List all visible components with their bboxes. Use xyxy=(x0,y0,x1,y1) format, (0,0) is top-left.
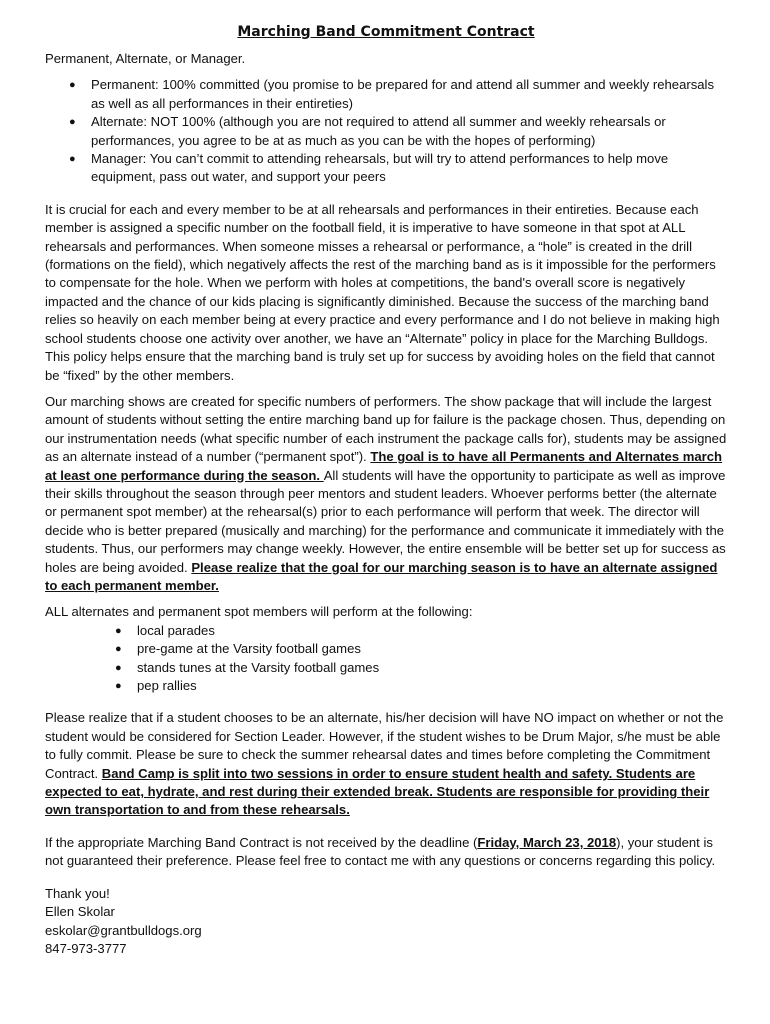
bullet-icon: ● xyxy=(69,79,76,92)
paragraph-rehearsal-importance: It is crucial for each and every member to be at all rehearsals and performances in their entireties. Because each member is assigned a specific number on the football field, it is imperative to have someone in that spot at ALL rehearsals and performances. When someone misses a rehearsal or performance, a “hole” is created in the drill (formations on the field), which negatively affects the rest of the marching band as is it impossible for the performers to compensate for the hole. When we perform with holes at competitions, the band's overall score is negatively impacted and the chance of our kids placing is significantly diminished. Because the success of the marching band relies so heavily on each member being at every practice and every performance and I do not believe in making high school students choose one activity over another, we have an “Alternate” policy in place for the Marching Bulldogs. This policy helps ensure that the marching band is truly set up for success by avoiding holes on the field that cannot be “fixed” by the other members. xyxy=(45,201,720,383)
bullet-icon: ● xyxy=(69,116,76,129)
list-item xyxy=(115,677,727,695)
event-pre-game: pre-game at the Varsity football games xyxy=(137,641,361,657)
page-title: Marching Band Commitment Contract xyxy=(237,24,535,40)
paragraph-text: Our marching shows are created for specific numbers of performers. The show package that will include the largest amount of students without setting the entire marching band up for failure is the package chosen. Thus, depending on our instrumentation needs (what specific number of each instrument the package calls for), students may be assigned as an alternate instead of a number (“permanent spot”). xyxy=(45,393,727,465)
bullet-icon: ● xyxy=(115,643,122,656)
emphasis-band-camp: Band Camp is split into two sessions in order to ensure student health and safety. Students are expected to eat, hydrate, and rest during their extended break. Students are responsible for providing their own transportation to and from these rehearsals. xyxy=(45,765,710,818)
events-list xyxy=(115,622,727,696)
signoff-block xyxy=(45,885,727,959)
bullet-icon: ● xyxy=(115,661,122,674)
list-item xyxy=(115,659,727,677)
list-item xyxy=(69,76,727,113)
role-alternate: Alternate: NOT 100% (although you are not required to attend all summer and weekly rehearsals or performances, you agree to be at as much as you can be with the hopes of performing) xyxy=(91,114,666,148)
paragraph-text: Please realize that if a student chooses to be an alternate, his/her decision will have NO impact on whether or not the student would be considered for Section Leader. However, if the student wishes to be Drum Major, s/he must be able to fully commit. Please be sure to check the summer rehearsal dates and times before completing the Commitment Contract. xyxy=(45,710,724,781)
perform-intro: ALL alternates and permanent spot members will perform at the following: xyxy=(45,604,473,620)
list-item xyxy=(69,113,727,150)
emphasis-goal-alternate-assigned: Please realize that the goal for our marching season is to have an alternate assigned to each permanent member. xyxy=(45,559,718,593)
deadline-date: Friday, March 23, 2018 xyxy=(477,834,617,850)
paragraph-text: All students will have the opportunity to participate as well as improve their skills throughout the season through peer mentors and student leaders. Whoever performs better (the alternate or permanent spot member) at the rehearsal(s) prior to each performance will perform that week. The director will decide who is better prepared (musically and marching) for the performance and communicate it immediately with the students. Thus, our performers may change weekly. However, the entire ensemble will be better set up for success as holes are being avoided. xyxy=(45,467,726,575)
bullet-icon: ● xyxy=(115,624,122,637)
list-item xyxy=(115,640,727,658)
paragraph-text: If the appropriate Marching Band Contract is not received by the deadline ( xyxy=(45,834,478,850)
intro-line: Permanent, Alternate, or Manager. xyxy=(45,51,246,66)
bullet-icon: ● xyxy=(69,153,76,166)
emphasis-goal-one-performance: The goal is to have all Permanents and Alternates march at least one performance during the season. xyxy=(45,449,723,483)
paragraph-deadline xyxy=(45,834,727,871)
paragraph-show-design xyxy=(45,393,727,595)
signoff-phone: 847-973-3777 xyxy=(45,941,127,957)
list-item xyxy=(69,150,727,187)
role-manager: Manager: You can’t commit to attending rehearsals, but will try to attend performances to help move equipment, pass out water, and support your peers xyxy=(91,151,669,185)
paragraph-alternate-policy xyxy=(45,709,727,819)
event-pep-rallies: pep rallies xyxy=(137,678,197,693)
signoff-name: Ellen Skolar xyxy=(45,904,115,920)
signoff-closing: Thank you! xyxy=(45,885,110,901)
roles-list xyxy=(69,76,727,186)
event-local-parades: local parades xyxy=(137,622,215,638)
document-page xyxy=(45,22,727,959)
paragraph-text: ), your student is not guaranteed their preference. Please feel free to contact me with any questions or concerns regarding this policy. xyxy=(45,834,716,869)
bullet-icon: ● xyxy=(115,680,122,692)
role-permanent: Permanent: 100% committed (you promise to be prepared for and attend all summer and weekly rehearsals as well as all performances in their entireties) xyxy=(91,77,714,111)
event-stands-tunes: stands tunes at the Varsity football games xyxy=(137,659,380,675)
list-item xyxy=(115,622,727,640)
signoff-email: eskolar@grantbulldogs.org xyxy=(45,922,202,938)
